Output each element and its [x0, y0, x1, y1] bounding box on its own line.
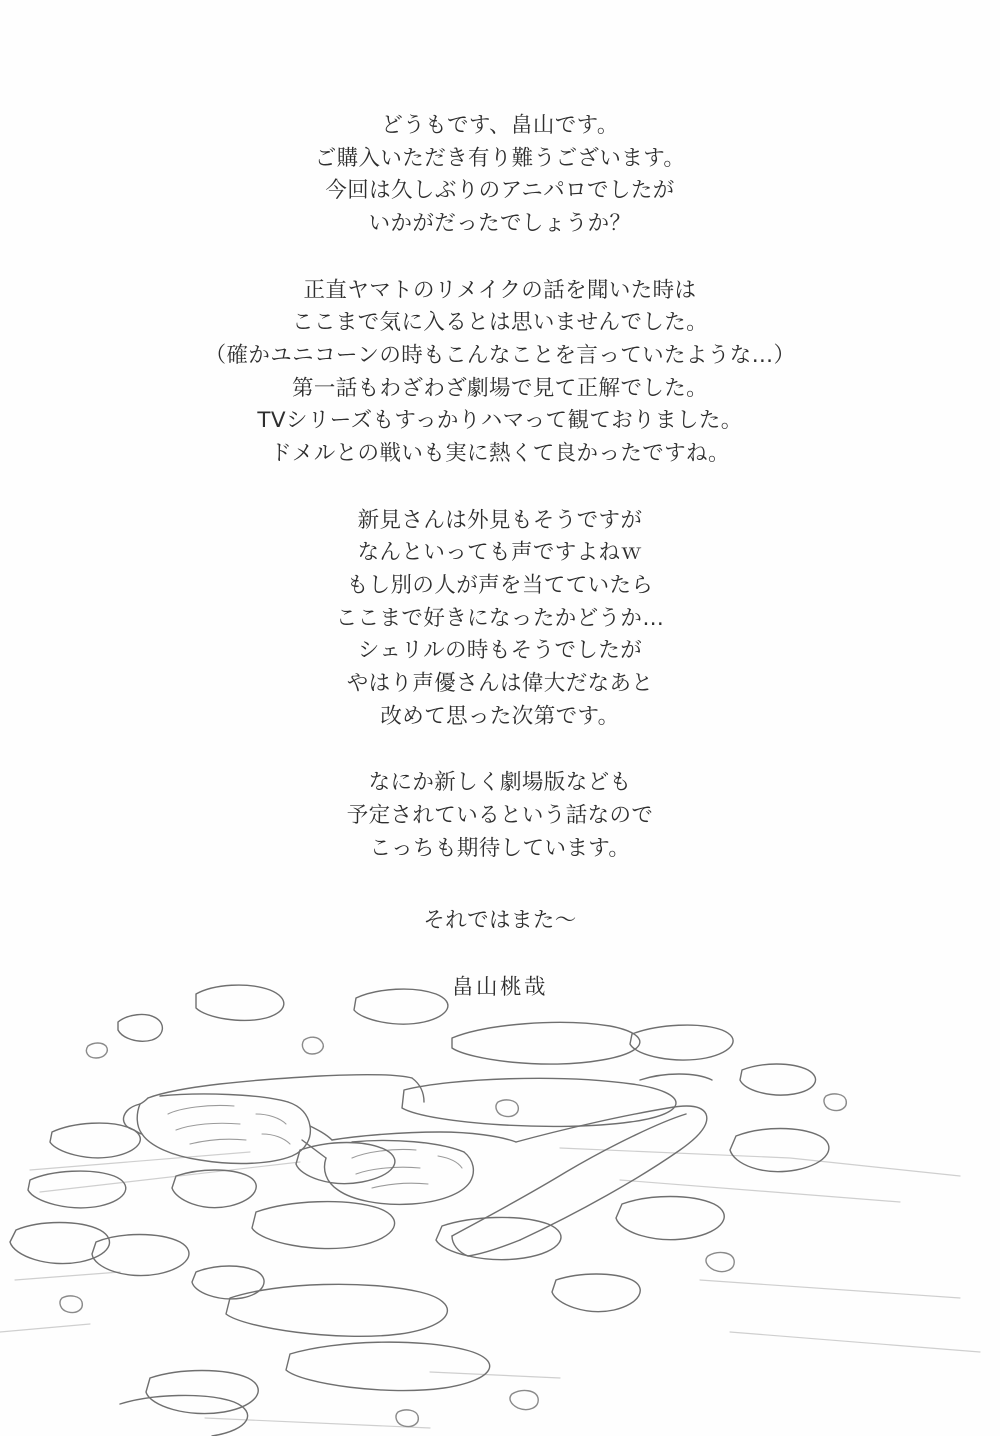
glasses-illustration: [0, 980, 1000, 1436]
afterword-block-greeting: [0, 110, 1000, 241]
glasses-frame: [123, 1075, 706, 1256]
afterword-line: それではまた〜: [423, 908, 577, 934]
afterword-line: 今回は久しぶりのアニパロでしたが: [325, 178, 675, 204]
afterword-line: なにか新しく劇場版なども: [368, 770, 632, 796]
afterword-line: ここまで気に入るとは思いませんでした。: [291, 310, 709, 336]
afterword-line: TVシリーズもすっかりハマって観ておりました。: [257, 408, 743, 434]
afterword-line: やはり声優さんは偉大だなあと: [346, 671, 654, 697]
liquid-drips: [60, 1037, 846, 1426]
afterword-line: シェリルの時もそうでしたが: [357, 638, 643, 664]
afterword-line: ここまで好きになったかどうか…: [335, 605, 665, 631]
author-name: 畠山桃哉: [451, 975, 548, 1001]
afterword-line: なんといっても声ですよねｗ: [357, 540, 643, 566]
afterword-line: 改めて思った次第です。: [380, 703, 620, 729]
afterword-line: もし別の人が声を当てていたら: [346, 573, 654, 599]
afterword-line: 予定されているという話なので: [346, 803, 654, 829]
liquid-splatter: [10, 985, 829, 1436]
afterword-line: 新見さんは外見もそうですが: [357, 507, 643, 533]
afterword-text: [0, 110, 1000, 1005]
afterword-block-yamato-remake: [0, 275, 1000, 471]
afterword-block-closing: [0, 905, 1000, 938]
afterword-line: どうもです、畠山です。: [381, 113, 619, 138]
afterword-block-new-movie: [0, 767, 1000, 865]
afterword-line: （確かユニコーンの時もこんなことを言っていたような…）: [204, 343, 796, 369]
afterword-line: 第一話もわざわざ劇場で見て正解でした。: [291, 375, 709, 401]
afterword-line: いかがだったでしょうか？: [368, 211, 632, 237]
afterword-line: ドメルとの戦いも実に熱くて良かったですね。: [270, 441, 730, 467]
afterword-block-niimi-san: [0, 505, 1000, 734]
afterword-line: ご購入いただき有り難うございます。: [314, 145, 686, 171]
afterword-line: こっちも期待しています。: [369, 835, 631, 861]
lens-smears: [168, 1105, 462, 1188]
afterword-line: 正直ヤマトのリメイクの話を聞いた時は: [303, 277, 697, 303]
